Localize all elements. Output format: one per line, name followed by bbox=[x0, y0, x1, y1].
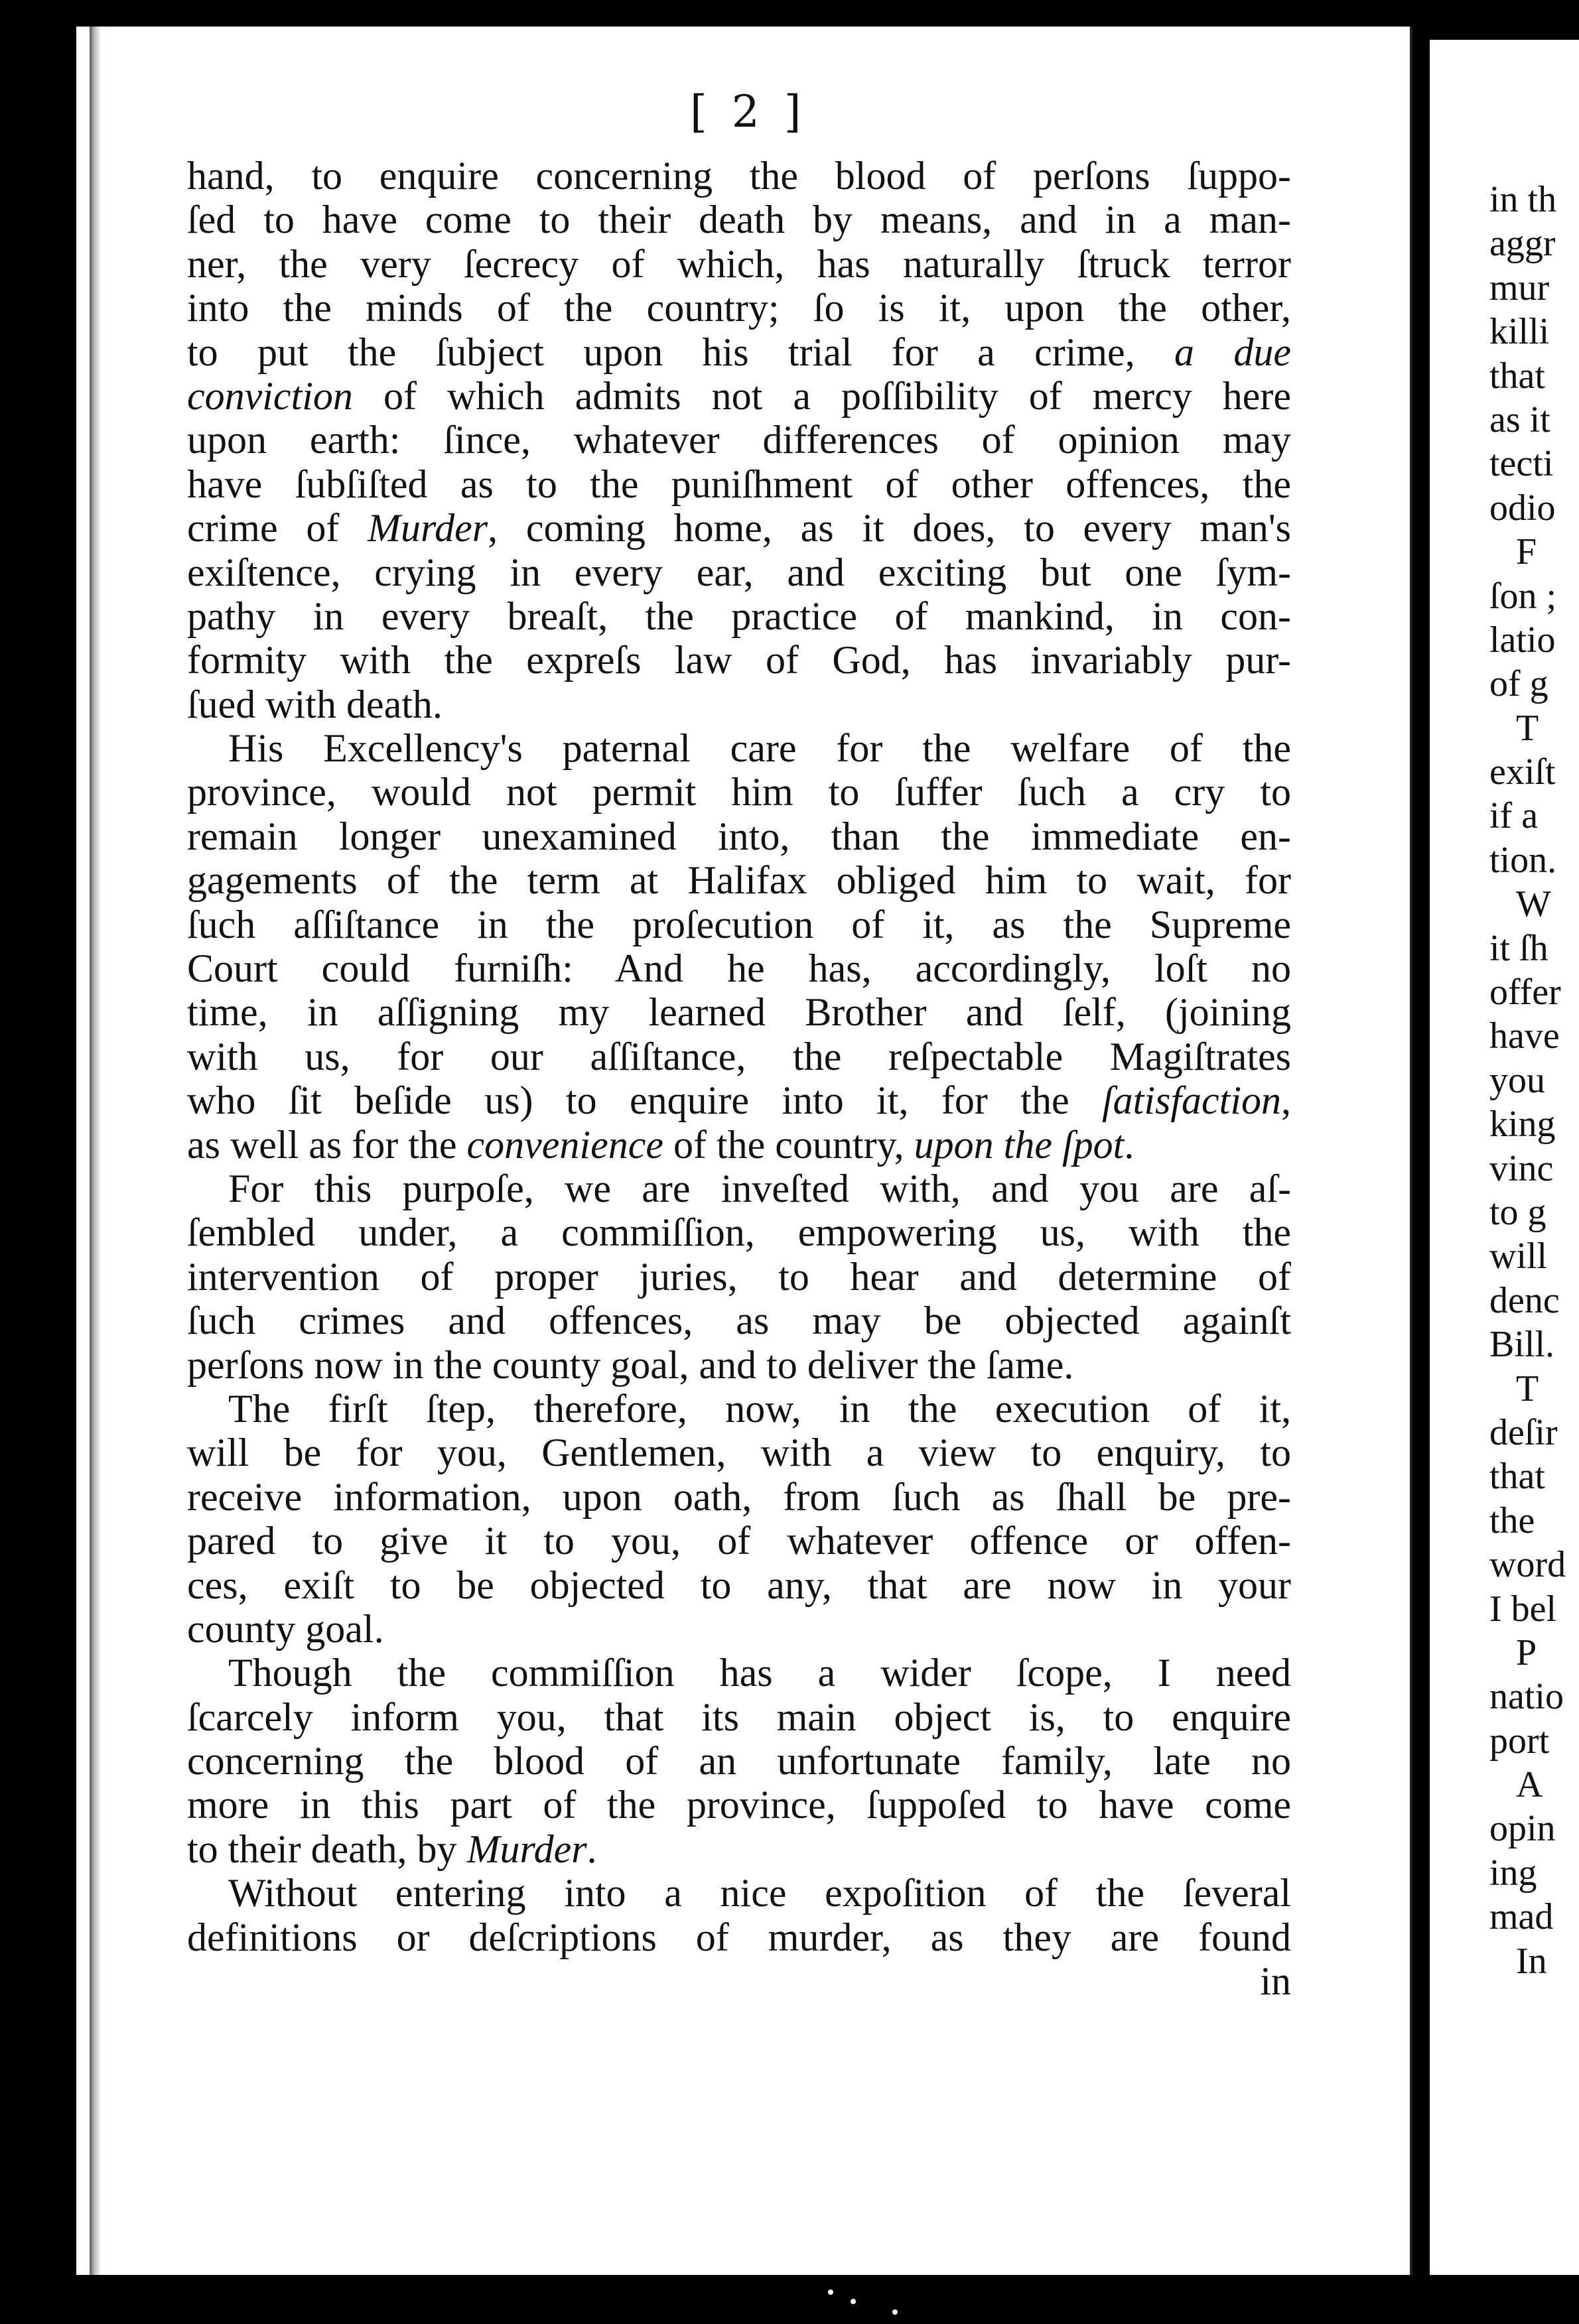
text-line: upon earth: ſince, whatever differences of opinion may bbox=[187, 418, 1291, 462]
text-line: Though the commiſſion has a wider ſcope, I need bbox=[228, 1651, 1291, 1695]
facing-text-fragment: tion. bbox=[1489, 839, 1557, 881]
text-line: ces, exiſt to be objected to any, that are now in your bbox=[187, 1563, 1291, 1607]
text-line: with us, for our aſſiſtance, the reſpectable Magiſtrates bbox=[187, 1034, 1291, 1078]
text-line: intervention of proper juries, to hear and determine of bbox=[187, 1254, 1291, 1299]
facing-text-fragment: ing bbox=[1489, 1852, 1537, 1894]
text-line: exiſtence, crying in every ear, and exciting but one ſym- bbox=[187, 550, 1291, 594]
facing-text-fragment: offer bbox=[1489, 972, 1561, 1013]
text-line: gagements of the term at Halifax obliged him to wait, for bbox=[187, 858, 1291, 903]
facing-text-fragment: you bbox=[1489, 1059, 1545, 1101]
text-line: His Excellency's paternal care for the welfare of the bbox=[228, 726, 1291, 771]
text-line: ſuch crimes and offences, as may be objected againſt bbox=[187, 1299, 1291, 1343]
text-line: who ſit beſide us) to enquire into it, for the ſatisfaction, bbox=[187, 1078, 1291, 1123]
text-line: Without entering into a nice expoſition of the ſeveral bbox=[228, 1871, 1291, 1915]
text-line: crime of Murder, coming home, as it does, to every man's bbox=[187, 506, 1291, 550]
text-line: have ſubſiſted as to the puniſhment of other offences, the bbox=[187, 462, 1291, 506]
facing-text-fragment: latio bbox=[1489, 619, 1556, 661]
facing-text-fragment: Bill. bbox=[1489, 1324, 1555, 1366]
facing-text-fragment: of g bbox=[1489, 663, 1548, 705]
text-line: ner, the very ſecrecy of which, has naturally ſtruck terror bbox=[187, 241, 1291, 286]
facing-text-fragment: that bbox=[1489, 355, 1545, 397]
facing-text-fragment: In bbox=[1516, 1940, 1547, 1982]
facing-text-fragment: vinc bbox=[1489, 1147, 1554, 1189]
facing-text-fragment: ſon ; bbox=[1489, 575, 1557, 617]
facing-text-fragment: exiſt bbox=[1489, 751, 1556, 793]
facing-text-fragment: mad bbox=[1489, 1896, 1554, 1938]
facing-text-fragment: W bbox=[1516, 883, 1551, 925]
facing-text-fragment: king bbox=[1489, 1104, 1556, 1145]
text-line: perſons now in the county goal, and to deliver the ſame. bbox=[187, 1342, 1074, 1387]
facing-text-fragment: T bbox=[1516, 707, 1539, 749]
text-line: into the minds of the country; ſo is it, upon the other, bbox=[187, 286, 1291, 330]
text-line: to their death, by Murder. bbox=[187, 1827, 597, 1871]
facing-text-fragment: the bbox=[1489, 1500, 1535, 1541]
facing-text-fragment: it ſh bbox=[1489, 927, 1548, 969]
facing-text-fragment: as it bbox=[1489, 399, 1550, 440]
facing-text-fragment: tecti bbox=[1489, 443, 1554, 485]
facing-text-fragment: word bbox=[1489, 1544, 1566, 1586]
facing-page-text bbox=[1489, 178, 1579, 1983]
text-line: formity with the expreſs law of God, has invariably pur- bbox=[187, 638, 1291, 682]
facing-text-fragment: A bbox=[1516, 1764, 1543, 1806]
facing-text-fragment: I bel bbox=[1489, 1588, 1557, 1630]
main-text-column bbox=[187, 154, 1291, 2003]
facing-text-fragment: in th bbox=[1489, 179, 1557, 220]
text-line: Court could furniſh: And he has, accordingly, loſt no bbox=[187, 946, 1291, 991]
scan-speck bbox=[828, 2290, 833, 2295]
facing-text-fragment: F bbox=[1516, 531, 1537, 573]
facing-text-fragment: mur bbox=[1489, 267, 1550, 308]
text-line: ſcarcely inform you, that its main object is, to enquire bbox=[187, 1695, 1291, 1739]
text-line: ſed to have come to their death by means, and in a man- bbox=[187, 198, 1291, 242]
text-line: remain longer unexamined into, than the immediate en- bbox=[187, 814, 1291, 858]
text-line: more in this part of the province, ſuppoſed to have come bbox=[187, 1783, 1291, 1827]
facing-text-fragment: if a bbox=[1489, 795, 1539, 837]
facing-text-fragment: that bbox=[1489, 1456, 1545, 1498]
text-line: to put the ſubject upon his trial for a crime, a due bbox=[187, 330, 1291, 374]
facing-text-fragment: deſir bbox=[1489, 1411, 1558, 1453]
facing-text-fragment: have bbox=[1489, 1015, 1560, 1057]
facing-text-fragment: opin bbox=[1489, 1808, 1556, 1850]
text-line: province, would not permit him to ſuffer ſuch a cry to bbox=[187, 770, 1291, 814]
text-line: For this purpoſe, we are inveſted with, and you are aſ- bbox=[228, 1166, 1291, 1210]
facing-text-fragment: killi bbox=[1489, 311, 1550, 353]
facing-text-fragment: natio bbox=[1489, 1676, 1564, 1718]
text-line: definitions or deſcriptions of murder, as they are found bbox=[187, 1915, 1291, 1959]
text-line: ſued with death. bbox=[187, 682, 443, 726]
text-line: conviction of which admits not a poſſibility of mercy here bbox=[187, 373, 1291, 418]
text-line: in bbox=[1260, 1959, 1291, 2004]
facing-text-fragment: T bbox=[1516, 1368, 1539, 1409]
facing-text-fragment: will bbox=[1489, 1236, 1548, 1277]
facing-text-fragment: to g bbox=[1489, 1191, 1546, 1233]
text-line: time, in aſſigning my learned Brother and ſelf, (joining bbox=[187, 990, 1291, 1035]
text-line: The firſt ſtep, therefore, now, in the execution of it, bbox=[228, 1386, 1291, 1431]
text-line: receive information, upon oath, from ſuch as ſhall be pre- bbox=[187, 1474, 1291, 1519]
scan-speck bbox=[670, 2252, 675, 2257]
facing-text-fragment: odio bbox=[1489, 487, 1556, 529]
facing-text-fragment: port bbox=[1489, 1720, 1550, 1762]
facing-text-fragment: P bbox=[1516, 1632, 1537, 1673]
text-line: concerning the blood of an unfortunate family, late no bbox=[187, 1739, 1291, 1783]
text-line: ſuch aſſiſtance in the proſecution of it, as the Supreme bbox=[187, 902, 1291, 946]
scan-speck bbox=[851, 2299, 856, 2304]
text-line: county goal. bbox=[187, 1606, 384, 1651]
text-line: ſembled under, a commiſſion, empowering us, with the bbox=[187, 1210, 1291, 1255]
text-line: pathy in every breaſt, the practice of mankind, in con- bbox=[187, 594, 1291, 638]
facing-text-fragment: aggr bbox=[1489, 223, 1556, 265]
text-line: pared to give it to you, of whatever offence or offen- bbox=[187, 1519, 1291, 1563]
text-line: hand, to enquire concerning the blood of perſons ſuppo- bbox=[187, 154, 1291, 198]
scan-speck bbox=[892, 2309, 898, 2315]
facing-text-fragment: denc bbox=[1489, 1279, 1560, 1321]
text-line: will be for you, Gentlemen, with a view to enquiry, to bbox=[187, 1431, 1291, 1475]
text-line: as well as for the convenience of the country, upon the ſpot. bbox=[187, 1122, 1134, 1167]
page-number: [ 2 ] bbox=[690, 86, 807, 137]
